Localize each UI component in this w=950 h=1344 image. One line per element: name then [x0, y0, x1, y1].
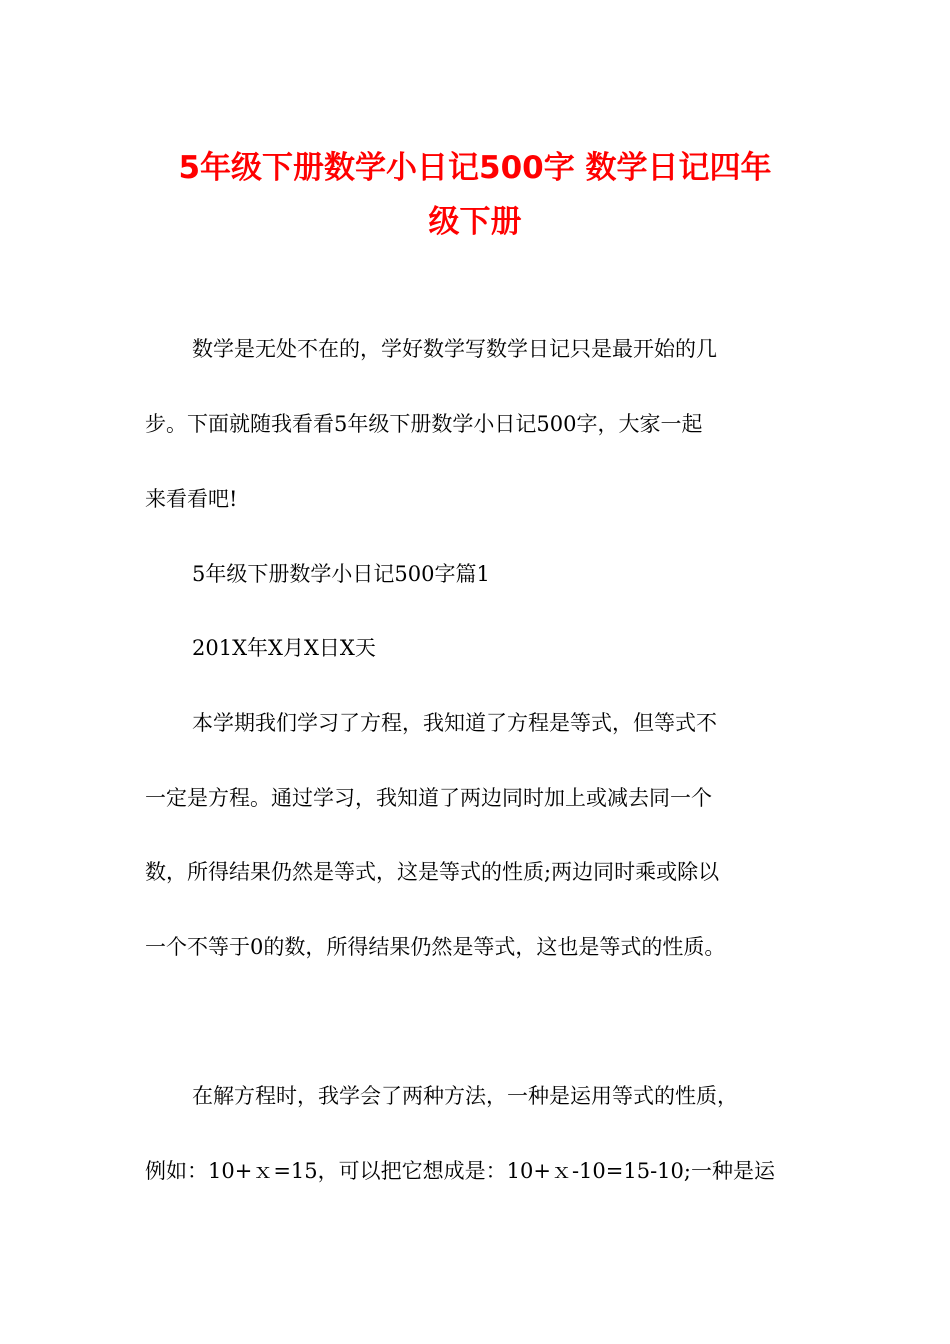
paragraph-line: 本学期我们学习了方程，我知道了方程是等式，但等式不: [192, 711, 717, 735]
document-title-line-1: 5年级下册数学小日记500字 数学日记四年: [178, 150, 772, 186]
paragraph-line: 数学是无处不在的，学好数学写数学日记只是最开始的几: [192, 337, 717, 361]
section-heading: 5年级下册数学小日记500字篇1: [192, 562, 490, 586]
document-title-line-2: 级下册: [428, 204, 522, 240]
paragraph-line: 在解方程时，我学会了两种方法，一种是运用等式的性质，: [192, 1084, 738, 1108]
paragraph-line: 一个不等于0的数，所得结果仍然是等式，这也是等式的性质。: [145, 935, 726, 959]
paragraph-line: 一定是方程。通过学习，我知道了两边同时加上或减去同一个: [145, 786, 712, 810]
diary-date: 201X年X月X日X天: [192, 636, 376, 660]
paragraph-line: 例如：10+ｘ=15，可以把它想成是：10+ｘ-10=15-10;一种是运: [145, 1159, 775, 1183]
paragraph-line: 数，所得结果仍然是等式，这是等式的性质;两边同时乘或除以: [145, 860, 720, 884]
paragraph-line: 步。下面就随我看看5年级下册数学小日记500字，大家一起: [145, 412, 703, 436]
document-title: [120, 141, 830, 249]
paragraph-line: 来看看吧!: [145, 487, 238, 511]
